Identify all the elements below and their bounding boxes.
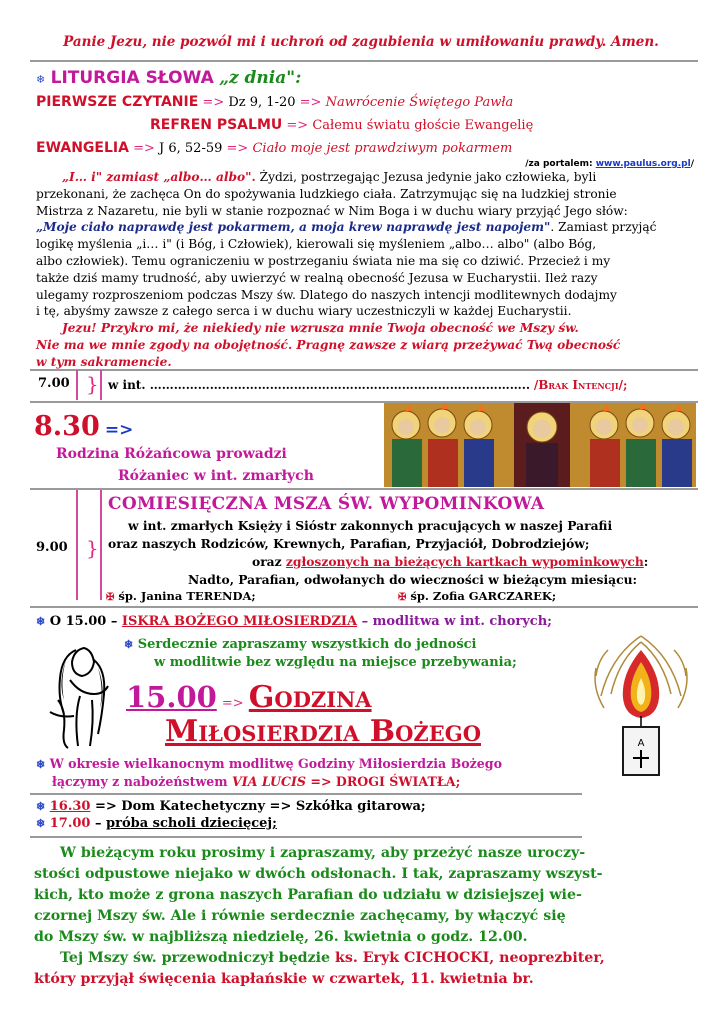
jesus-figure-icon bbox=[36, 640, 118, 750]
mercy-invite2: w modlitwie bez względu na miejsce przebywania; bbox=[154, 655, 517, 670]
snowflake-icon: ❄ bbox=[36, 73, 46, 86]
divider bbox=[30, 488, 698, 490]
cross-icon: ✠ bbox=[106, 592, 115, 603]
mercy-easter2: łączymy z nabożeństwem VIA LUCIS => DROGI ŚWIATŁA; bbox=[52, 774, 461, 789]
brace-icon: } bbox=[86, 372, 99, 396]
wypominki-link[interactable]: zgłoszonych na bieżących kartkach wypominkowych bbox=[285, 554, 644, 569]
divider bbox=[30, 60, 698, 62]
mercy-invite1: ❄ Serdecznie zapraszamy wszystkich do jedności bbox=[124, 637, 477, 652]
rosary-line1: Rodzina Różańcowa prowadzi bbox=[56, 446, 287, 462]
snowflake-icon: ❄ bbox=[124, 638, 134, 651]
source-note: /za portalem: www.paulus.org.pl/ bbox=[525, 159, 694, 169]
jesus-image bbox=[36, 640, 118, 750]
mercy-hour: 15.00 => Godzina bbox=[126, 680, 372, 715]
divider bbox=[30, 606, 698, 608]
mercy-title2: Miłosierdzia Bożego bbox=[165, 714, 481, 749]
svg-text:A: A bbox=[637, 738, 645, 749]
candle-image bbox=[588, 628, 694, 780]
divider bbox=[30, 793, 582, 795]
source-link[interactable]: www.paulus.org.pl bbox=[595, 159, 691, 169]
cross-icon: ✠ bbox=[398, 592, 407, 603]
saints-icon-image bbox=[384, 403, 696, 487]
closing-text: W bieżącym roku prosimy i zapraszamy, aby przeżyć nasze uroczy- stości odpustowe niejako w dwóch odsłonach. I tak, zapraszamy wszyst- kich, kto może z grona naszych Parafian do udziału w dzisiejszej wie- czornej Mszy św. Ale i równie serdecznie zachęcamy, by włączyć się do Mszy św. w najbliższą niedzielę, 26. kwietnia o godz. 12.00. Tej Mszy św. przewodniczył będzie ks. Eryk CICHOCKI, neoprezbiter, który przyjął święcenia kapłańskie w czwartek, 11. kwietnia br. bbox=[34, 845, 605, 987]
top-prayer: Panie Jezu, nie pozwól mi i uchroń od zagubienia w umiłowaniu prawdy. Amen. bbox=[63, 34, 659, 50]
brace-icon: } bbox=[86, 536, 99, 560]
divider bbox=[30, 836, 582, 838]
mass-900-title: COMIESIĘCZNA MSZA ŚW. WYPOMINKOWA bbox=[108, 494, 545, 514]
event-1630: ❄ 16.30 => Dom Katechetyczny => Szkółka gitarowa; bbox=[36, 799, 426, 814]
liturgy-heading: ❄ LITURGIA SŁOWA „z dnia": bbox=[36, 68, 302, 88]
rosary-time: 8.30 => bbox=[34, 411, 134, 442]
mass-900-line3: oraz zgłoszonych na bieżących kartkach wypominkowych: bbox=[252, 554, 649, 569]
snowflake-icon: ❄ bbox=[36, 817, 46, 830]
candle-icon bbox=[588, 628, 694, 780]
saints-icon bbox=[384, 403, 696, 487]
psalm: REFREN PSALMU => Całemu światu głoście Ewangelię bbox=[150, 117, 534, 133]
mass-700-time: 7.00 bbox=[38, 376, 70, 391]
divider bbox=[100, 490, 102, 600]
mercy-line1: ❄ O 15.00 – ISKRA BOŻEGO MIŁOSIERDZIA – modlitwa w int. chorych; bbox=[36, 614, 552, 629]
divider bbox=[76, 370, 78, 400]
divider bbox=[30, 369, 698, 371]
divider bbox=[76, 490, 78, 600]
first-reading: PIERWSZE CZYTANIE => Dz 9, 1-20 => Nawrócenie Świętego Pawła bbox=[36, 94, 514, 110]
mass-900-person2: ✠ śp. Zofia GARCZAREK; bbox=[398, 589, 557, 603]
mass-900-line4: Nadto, Parafian, odwołanych do wieczności w bieżącym miesiącu: bbox=[188, 572, 638, 587]
snowflake-icon: ❄ bbox=[36, 758, 46, 771]
mass-900-person1: ✠ śp. Janina TERENDA; bbox=[106, 589, 256, 603]
mercy-easter1: ❄ W okresie wielkanocnym modlitwę Godziny Miłosierdzia Bożego bbox=[36, 756, 503, 771]
mass-900-line2: oraz naszych Rodziców, Krewnych, Parafian, Przyjaciół, Dobrodziejów; bbox=[108, 536, 590, 551]
mass-900-time: 9.00 bbox=[36, 540, 68, 555]
event-1700: ❄ 17.00 – próba scholi dziecięcej; bbox=[36, 816, 277, 831]
reflection-text: „I… i" zamiast „albo… albo". Żydzi, postrzegając Jezusa jedynie jako człowieka, byli przekonani, że zachęca On do spożywania ludzkiego ciała. Zatrzymując się na ludzkiej stronie Mistrza z Nazaretu, nie byli w stanie rozpoznać w Nim Boga i w duchu wiary przyjąć Jego słów: „Moje ciało naprawdę jest pokarmem, a moja krew naprawdę jest napojem". Zamiast przyjąć logikę myślenia „i… i" (i Bóg, i Człowiek), kierowali się myśleniem „albo… albo" (albo Bóg, albo człowiek). Temu ograniczeniu w postrzeganiu świata nie ma się co dziwić. Przecież i my także dziś mamy trudność, aby uwierzyć w realną obecność Jezusa w Eucharystii. Ileż razy ulegamy rozproszeniom podczas Mszy św. Dlatego do naszych intencji modlitewnych dodajmy i tę, abyśmy zawsze z całego serca i w duchu wiary uczestniczyli w każdej Eucharystii. Jezu! Przykro mi, że niekiedy nie wzrusza mnie Twoja obecność we Mszy św. Nie ma we mnie zgody na obojętność. Pragnę zawsze z wiarą przeżywać Twą obecność w tym sakramencie. bbox=[36, 170, 657, 369]
gospel: EWANGELIA => J 6, 52-59 => Ciało moje jest prawdziwym pokarmem bbox=[36, 140, 513, 156]
rosary-line2: Różaniec w int. zmarłych bbox=[118, 468, 314, 484]
snowflake-icon: ❄ bbox=[36, 800, 46, 813]
mass-900-line1: w int. zmarłych Księży i Sióstr zakonnych pracujących w naszej Parafii bbox=[128, 518, 613, 533]
mass-700-intention: w int. ………………………………………………………………………………….. /Brak Intencji/; bbox=[108, 378, 628, 392]
snowflake-icon: ❄ bbox=[36, 615, 46, 628]
divider bbox=[100, 370, 102, 400]
